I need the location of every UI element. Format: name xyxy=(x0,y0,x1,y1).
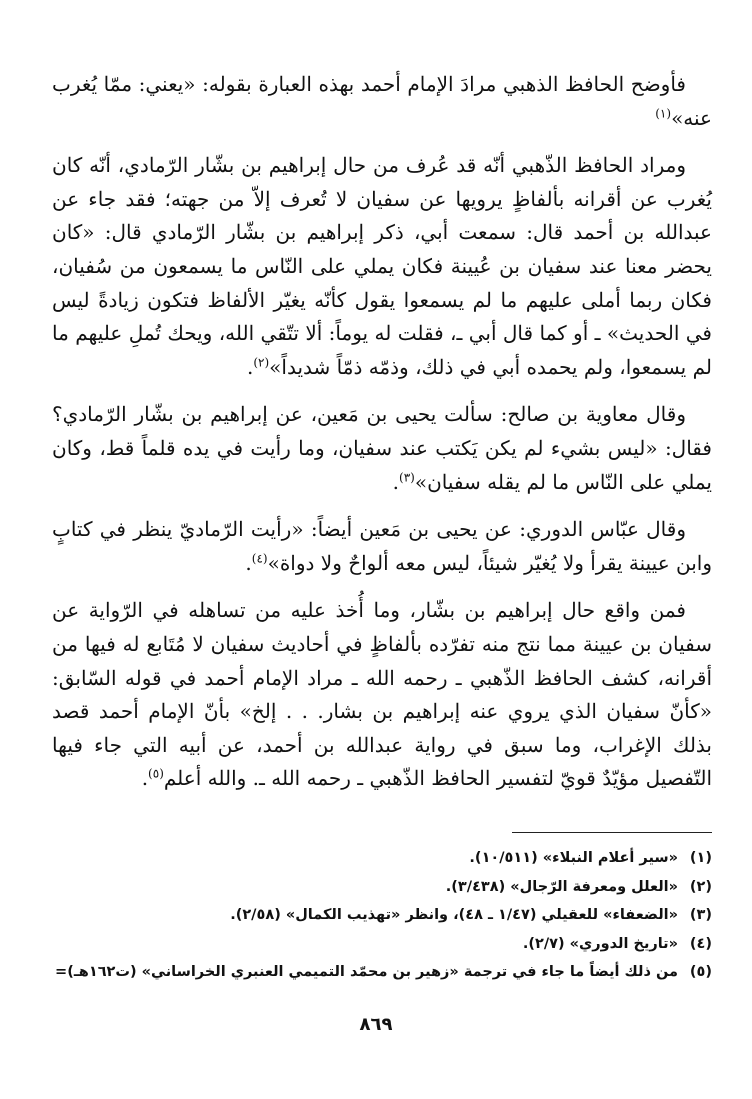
paragraph-end: . xyxy=(141,766,149,791)
footnote-4 xyxy=(52,930,712,959)
footnote-text: من ذلك أيضاً ما جاء في ترجمة «زهير بن محمّد التميمي العنبري الخراساني» (ت١٦٢هـ)= xyxy=(55,964,678,980)
paragraph-4 xyxy=(52,513,712,580)
footnote-text: «الضعفاء» للعقيلي (١/٤٧ ـ ٤٨)، وانظر «تهذيب الكمال» (٢/٥٨). xyxy=(230,907,678,923)
paragraph-text: فأوضح الحافظ الذهبي مرادَ الإمام أحمد بهذه العبارة بقوله: «يعني: ممّا يُغرب عنه» xyxy=(52,72,712,130)
paragraph-text: وقال معاوية بن صالح: سألت يحيى بن مَعين، عن إبراهيم بن بشّار الرّمادي؟ فقال: «ليس بشيء لم يكن يَكتب عند سفيان، وما رأيت في يده قلماً قط، وكان يملي على النّاس ما لم يقله سفيان» xyxy=(52,402,712,494)
footnote-ref: (٤) xyxy=(251,551,268,566)
page-number: ٨٦٩ xyxy=(359,1014,393,1035)
footnote-text: «العلل ومعرفة الرّجال» (٣/٤٣٨). xyxy=(445,878,678,895)
footnote-ref: (٣) xyxy=(399,469,415,484)
footnote-ref: (٢) xyxy=(253,355,270,370)
paragraph-end: . xyxy=(246,354,254,379)
footnote-number: (٣) xyxy=(689,907,712,923)
footnote-2 xyxy=(52,873,712,902)
footnote-5 xyxy=(52,958,712,987)
footnote-3 xyxy=(52,901,712,930)
footnotes xyxy=(52,844,712,987)
footnote-1 xyxy=(52,844,712,873)
paragraph-2 xyxy=(52,149,712,384)
footnote-text: «تاريخ الدوري» (٢/٧). xyxy=(522,935,678,952)
footnote-ref: (٥) xyxy=(148,766,164,781)
paragraph-text: ومراد الحافظ الذّهبي أنّه قد عُرف من حال إبراهيم بن بشّار الرّمادي، أنّه كان يُغرب عن أقرانه بألفاظٍ يرويها عن سفيان لا تُعرف إلاّ من جهته؛ فقد جاء عن عبدالله بن أحمد قال: سمعت أبي، ذكر إبراهيم بن بشّار الرّمادي قال: «كان يحضر معنا عند سفيان بن عُيينة فكان يملي على النّاس ما يسمعون من سُفيان، فكان ربما أملى عليهم ما لم يسمعوا يقول كأنّه يغيّر الألفاظ فتكون زيادةً ليس في الحديث» ـ أو كما قال أبي ـ، فقلت له يوماً: ألا تتّقي الله، ويحك تُملِ عليهم ما لم يسمعوا، ولم يحمده أبي في ذلك، وذمّه ذمّاً شديداً» xyxy=(52,153,712,379)
footnote-divider xyxy=(512,832,712,833)
paragraph-end: . xyxy=(392,469,400,494)
paragraph-end: . xyxy=(245,550,252,575)
footnote-ref: (١) xyxy=(655,105,672,120)
paragraph-1 xyxy=(52,68,712,135)
paragraph-text: وقال عبّاس الدوري: عن يحيى بن مَعين أيضاً: «رأيت الرّماديّ ينظر في كتابٍ وابن عيينة يقرأ ولا يُغيّر شيئاً، ليس معه ألواحٌ ولا دواة» xyxy=(52,517,712,575)
paragraph-5 xyxy=(52,594,712,796)
footnote-text: «سير أعلام النبلاء» (١٠/٥١١). xyxy=(469,850,678,866)
footnote-number: (٤) xyxy=(689,935,712,952)
footnote-number: (٢) xyxy=(689,878,712,895)
main-text xyxy=(52,68,712,810)
footnote-number: (٥) xyxy=(689,964,712,980)
paragraph-text: فمن واقع حال إبراهيم بن بشّار، وما أُخذ عليه من تساهله في الرّواية عن سفيان بن عيينة مما نتج منه تفرّده بألفاظٍ في أحاديث سفيان لا مُتَابع له فيها من أقرانه، كشف الحافظ الذّهبي ـ رحمه الله ـ مراد الإمام أحمد في قوله السّابق: «كأنّ سفيان الذي يروي عنه إبراهيم بن بشار. . . إلخ» بأنّ الإمام أحمد قصد بذلك الإغراب، وما سبق في رواية عبدالله بن أحمد، عن أبيه التي جاء فيها التّفصيل مؤيّدٌ قويّ لتفسير الحافظ الذّهبي ـ رحمه الله ـ. والله أعلم xyxy=(52,598,712,791)
paragraph-3 xyxy=(52,398,712,499)
footnote-number: (١) xyxy=(689,850,712,866)
